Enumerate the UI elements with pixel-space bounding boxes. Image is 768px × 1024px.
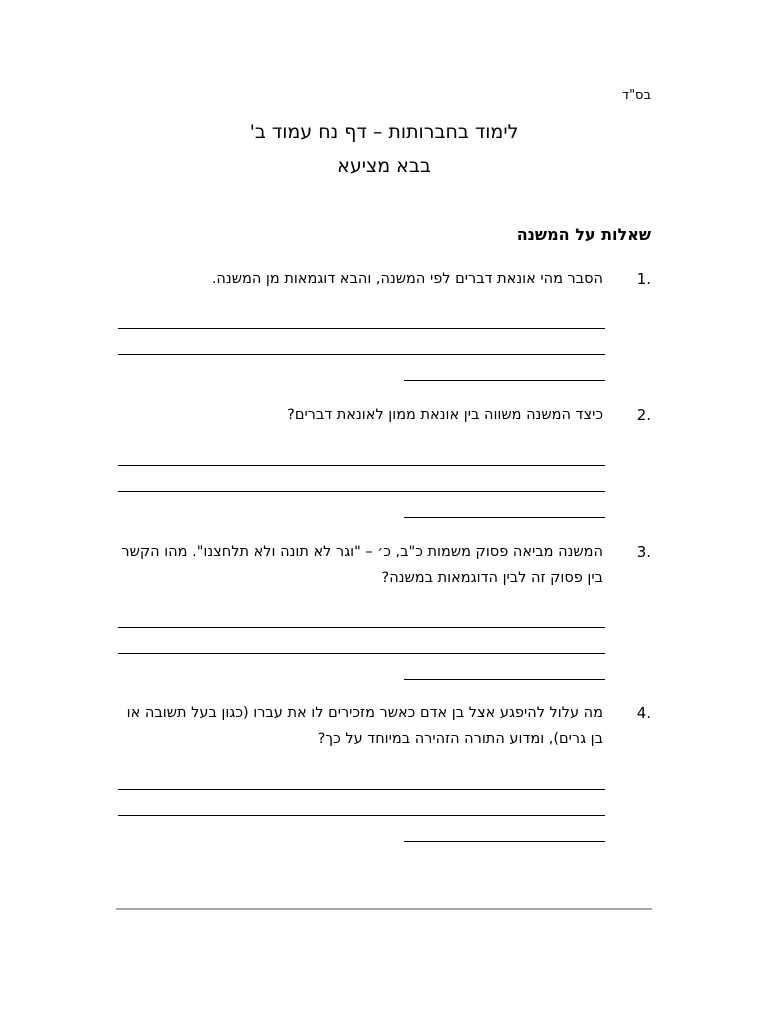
question-text: המשנה מביאה פסוק משמות כ"ב, כ׳ – "וגר לא תונה ולא תלחצנו". מהו הקשר בין פסוק זה לבין הדוגמאות במשנה?: [121, 544, 603, 586]
question-number: 2.: [636, 406, 651, 424]
answer-line[interactable]: [404, 380, 605, 381]
question-number: 1.: [636, 270, 651, 288]
page-title: לימוד בחברותות – דף נח עמוד ב': [249, 121, 519, 143]
section-heading: שאלות על המשנה: [516, 225, 651, 244]
page-subtitle: בבא מציעא: [337, 155, 431, 177]
question-text: מה עלול להיפגע אצל בן אדם כאשר מזכירים לו את עברו (כגון בעל תשובה או בן גרים), ומדוע התורה הזהירה במיוחד על כך?: [126, 705, 603, 747]
answer-line[interactable]: [404, 517, 605, 518]
answer-line[interactable]: [118, 491, 605, 492]
answer-line[interactable]: [118, 815, 605, 816]
answer-line[interactable]: [118, 653, 605, 654]
header-bsd: בס"ד: [621, 88, 651, 103]
question-number: 4.: [636, 704, 651, 722]
answer-line[interactable]: [118, 354, 605, 355]
answer-line[interactable]: [404, 679, 605, 680]
answer-line[interactable]: [118, 465, 605, 466]
answer-line[interactable]: [118, 328, 605, 329]
answer-line[interactable]: [118, 789, 605, 790]
title-block: [0, 118, 768, 180]
question-text: כיצד המשנה משווה בין אונאת ממון לאונאת דברים?: [287, 407, 603, 423]
answer-line[interactable]: [118, 627, 605, 628]
question-number: 3.: [636, 543, 651, 561]
question-text: הסבר מהי אונאת דברים לפי המשנה, והבא דוגמאות מן המשנה.: [211, 271, 603, 287]
answer-line[interactable]: [404, 841, 605, 842]
footer-divider: [116, 908, 652, 910]
